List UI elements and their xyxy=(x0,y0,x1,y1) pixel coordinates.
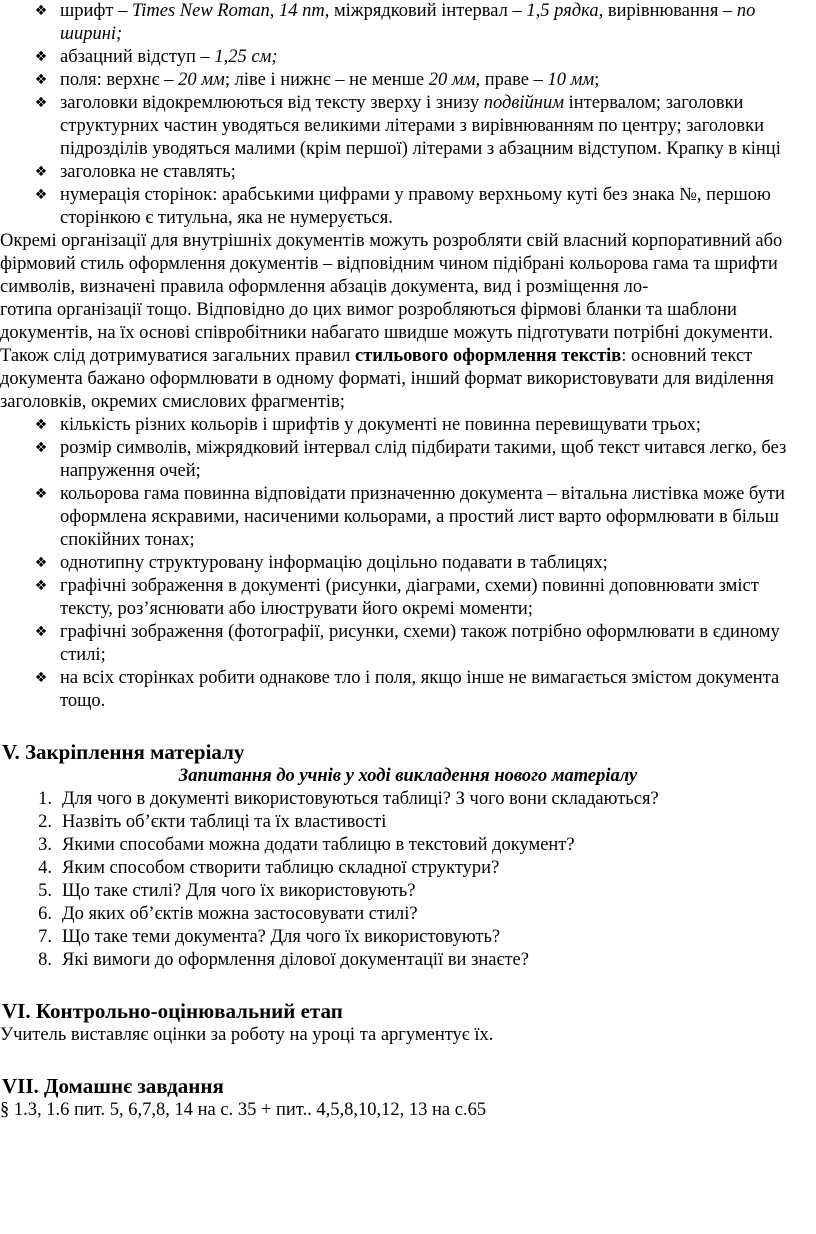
diamond-bullet-icon: ❖ xyxy=(34,72,48,88)
list-item-text: шрифт – xyxy=(60,1,132,21)
question-item xyxy=(0,788,816,811)
question-number: 1. xyxy=(38,789,52,809)
list-item xyxy=(0,621,816,667)
list-item-text: кількість різних кольорів і шрифтів у документі не повинна перевищувати трьох; xyxy=(60,415,701,435)
diamond-bullet-icon: ❖ xyxy=(34,578,48,594)
list-item-text: 20 мм xyxy=(178,70,225,90)
list-item xyxy=(0,483,816,552)
question-text: Яким способом створити таблицю складної структури? xyxy=(62,858,500,878)
list-item-text: заголовка не ставлять; xyxy=(60,162,236,182)
list-item-text: по ширині; xyxy=(60,1,756,44)
question-item xyxy=(0,903,816,926)
list-item-text: інтервалом; заголовки структурних частин уводяться великими літерами з вирівнюванням по центру; заголовки підрозділів уводяться малими (крім першої) літерами з абзацним відступом. Крапку в кінці xyxy=(60,93,781,159)
list-item-text: ; xyxy=(594,70,600,90)
list-item-text: , праве – xyxy=(475,70,548,90)
question-item xyxy=(0,926,816,949)
question-text: Назвіть об’єкти таблиці та їх властивості xyxy=(62,812,387,832)
question-number: 8. xyxy=(38,950,52,970)
list-item xyxy=(0,161,816,184)
diamond-bullet-icon: ❖ xyxy=(34,624,48,640)
formatting-rules-list xyxy=(0,0,816,230)
list-item xyxy=(0,552,816,575)
diamond-bullet-icon: ❖ xyxy=(34,164,48,180)
section-v-heading: V. Закріплення матеріалу xyxy=(2,740,245,764)
list-item-text: на всіх сторінках робити однакове тло і поля, якщо інше не вимагається змістом документа тощо. xyxy=(60,668,780,711)
list-item-text: , вирівнювання – xyxy=(598,1,737,21)
section-vi-heading: VI. Контрольно-оцінювальний етап xyxy=(2,999,343,1023)
list-item-text: нумерація сторінок: арабськими цифрами у правому верхньому куті без знака №, першою сторінкою є титульна, яка не нумерується. xyxy=(60,185,771,228)
list-item-text: 14 пт xyxy=(278,1,325,21)
list-item xyxy=(0,437,816,483)
list-item-text: однотипну структуровану інформацію доцільно подавати в таблицях; xyxy=(60,553,608,573)
list-item-text: поля: верхнє – xyxy=(60,70,179,90)
question-text: Які вимоги до оформлення ділової документації ви знаєте? xyxy=(62,950,529,970)
general-rules-rest: : основний текст документа бажано оформлювати в одному форматі, інший формат використовувати для виділення заголовків, окремих смислових фрагментів; xyxy=(0,346,774,412)
question-text: Для чого в документі використовуються таблиці? З чого вони складаються? xyxy=(62,789,659,809)
list-item-text: подвійним xyxy=(483,93,565,113)
list-item-text: графічні зображення (фотографії, рисунки, схеми) також потрібно оформлювати в єдиному стилі; xyxy=(60,622,780,665)
question-item xyxy=(0,857,816,880)
list-item xyxy=(0,69,816,92)
diamond-bullet-icon: ❖ xyxy=(34,49,48,65)
diamond-bullet-icon: ❖ xyxy=(34,486,48,502)
question-number: 6. xyxy=(38,904,52,924)
list-item-text: кольорова гама повинна відповідати призначенню документа – вітальна листівка може бути оформлена яскравими, насиченими кольорами, а простий лист варто оформлювати в більш спокійних тонах; xyxy=(60,484,785,550)
list-item xyxy=(0,575,816,621)
list-item-text: графічні зображення в документі (рисунки, діаграми, схеми) повинні доповнювати зміст тексту, роз’яснювати або ілюструвати його окремі моменти; xyxy=(60,576,759,619)
list-item-text: заголовки відокремлюються від тексту зверху і знизу xyxy=(60,93,484,113)
list-item-text: , міжрядковий інтервал – xyxy=(324,1,527,21)
list-item-text: 10 мм xyxy=(547,70,595,90)
general-rules-bold: стильового оформлення текстів xyxy=(355,346,622,366)
style-rules-list xyxy=(0,414,816,713)
question-text: Що таке стилі? Для чого їх використовують? xyxy=(62,881,416,901)
list-item xyxy=(0,92,816,161)
homework-text: § 1.3, 1.6 пит. 5, 6,7,8, 14 на с. 35 + пит.. 4,5,8,10,12, 13 на с.65 xyxy=(0,1100,487,1120)
question-number: 4. xyxy=(38,858,52,878)
question-text: Якими способами можна додати таблицю в текстовий документ? xyxy=(62,835,575,855)
question-item xyxy=(0,880,816,903)
question-item xyxy=(0,834,816,857)
diamond-bullet-icon: ❖ xyxy=(34,670,48,686)
questions-list xyxy=(0,788,816,972)
list-item-text: 20 мм xyxy=(428,70,476,90)
list-item-text: розмір символів, міжрядковий інтервал слід підбирати такими, щоб текст читався легко, без напруження очей; xyxy=(60,438,787,481)
diamond-bullet-icon: ❖ xyxy=(34,95,48,111)
section-v-subtitle: Запитання до учнів у ході викладення нового матеріалу xyxy=(178,766,638,786)
list-item xyxy=(0,46,816,69)
paragraph-templates: готипа організації тощо. Відповідно до цих вимог розробляються фірмові бланки та шаблони документів, на їх основі співробітники набагато швидше можуть підготувати потрібні документи. xyxy=(0,300,774,343)
question-text: Що таке теми документа? Для чого їх використовують? xyxy=(62,927,501,947)
diamond-bullet-icon: ❖ xyxy=(34,3,48,19)
question-item xyxy=(0,949,816,972)
list-item xyxy=(0,414,816,437)
diamond-bullet-icon: ❖ xyxy=(34,555,48,571)
general-rules-lead: Також слід дотримуватися загальних правил xyxy=(0,346,355,366)
list-item-text: Times New Roman xyxy=(131,1,270,21)
diamond-bullet-icon: ❖ xyxy=(34,187,48,203)
question-number: 5. xyxy=(38,881,52,901)
question-number: 7. xyxy=(38,927,52,947)
question-number: 3. xyxy=(38,835,52,855)
diamond-bullet-icon: ❖ xyxy=(34,440,48,456)
list-item-text: , xyxy=(269,1,279,21)
list-item-text: 1,25 см; xyxy=(214,47,278,67)
question-text: До яких об’єктів можна застосовувати стилі? xyxy=(62,904,418,924)
paragraph-general-rules xyxy=(0,345,816,414)
section-vi-text: Учитель виставляє оцінки за роботу на уроці та аргументує їх. xyxy=(0,1025,494,1045)
section-vii-heading: VII. Домашнє завдання xyxy=(2,1074,224,1098)
list-item-text: абзацний відступ – xyxy=(60,47,215,67)
list-item xyxy=(0,184,816,230)
list-item-text: ; ліве і нижнє – не менше xyxy=(224,70,429,90)
list-item xyxy=(0,0,816,46)
question-number: 2. xyxy=(38,812,52,832)
list-item-text: 1,5 рядка xyxy=(526,1,599,21)
paragraph-corporate-style: Окремі організації для внутрішніх документів можуть розробляти свій власний корпоративний або фірмовий стиль оформлення документів – відповідним чином підібрані кольорова гама та шрифти символів, визначені правила оформлення абзаців документа, вид і розміщення ло- xyxy=(0,231,783,297)
question-item xyxy=(0,811,816,834)
diamond-bullet-icon: ❖ xyxy=(34,417,48,433)
list-item xyxy=(0,667,816,713)
